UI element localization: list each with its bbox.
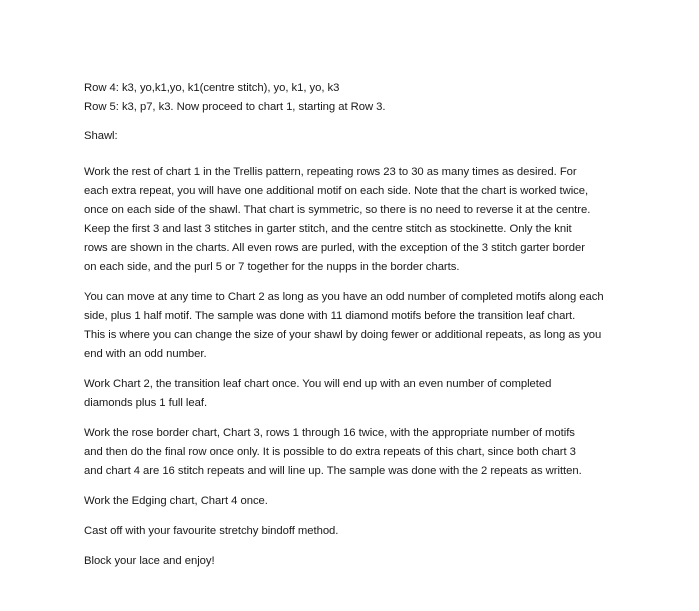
paragraph-block	[84, 552, 644, 571]
paragraph-chart-3	[84, 424, 644, 481]
paragraph-line: You can move at any time to Chart 2 as long as you have an odd number of completed motifs along each	[84, 291, 604, 303]
document-page	[84, 79, 644, 571]
paragraph-line: Work the Edging chart, Chart 4 once.	[84, 495, 268, 507]
paragraph-line: diamonds plus 1 full leaf.	[84, 397, 208, 409]
shawl-heading: Shawl:	[84, 130, 118, 142]
paragraph-line: Work the rest of chart 1 in the Trellis pattern, repeating rows 23 to 30 as many times as desired. For	[84, 166, 577, 178]
paragraph-chart-4	[84, 492, 644, 511]
paragraph-line: each extra repeat, you will have one additional motif on each side. Note that the chart is worked twice,	[84, 185, 589, 197]
paragraph-line: This is where you can change the size of your shawl by doing fewer or additional repeats, as long as you	[84, 329, 602, 341]
paragraph-line: Keep the first 3 and last 3 stitches in garter stitch, and the centre stitch as stockinette. Only the knit	[84, 223, 572, 235]
paragraph-chart-2-move	[84, 288, 644, 364]
paragraph-line: Cast off with your favourite stretchy bindoff method.	[84, 525, 339, 537]
paragraph-line: and then do the final row once only. It is possible to do extra repeats of this chart, since both chart 3	[84, 446, 576, 458]
row-5-line: Row 5: k3, p7, k3. Now proceed to chart 1, starting at Row 3.	[84, 101, 386, 113]
paragraph-line: on each side, and the purl 5 or 7 together for the nupps in the border charts.	[84, 261, 460, 273]
paragraph-line: once on each side of the shawl. That chart is symmetric, so there is no need to reverse it at the centre.	[84, 204, 591, 216]
paragraph-chart-2-work	[84, 375, 644, 413]
paragraph-chart-1	[84, 163, 644, 277]
paragraph-line: end with an odd number.	[84, 348, 207, 360]
row-4-line: Row 4: k3, yo,k1,yo, k1(centre stitch), yo, k1, yo, k3	[84, 82, 340, 94]
paragraph-cast-off	[84, 522, 644, 541]
row-instructions	[84, 79, 644, 117]
paragraph-line: side, plus 1 half motif. The sample was done with 11 diamond motifs before the transition leaf chart.	[84, 310, 576, 322]
paragraph-line: rows are shown in the charts. All even rows are purled, with the exception of the 3 stitch garter border	[84, 242, 585, 254]
paragraph-line: Work Chart 2, the transition leaf chart once. You will end up with an even number of completed	[84, 378, 552, 390]
paragraph-line: and chart 4 are 16 stitch repeats and will line up. The sample was done with the 2 repeats as written.	[84, 465, 582, 477]
paragraph-line: Block your lace and enjoy!	[84, 555, 215, 567]
paragraph-line: Work the rose border chart, Chart 3, rows 1 through 16 twice, with the appropriate number of motifs	[84, 427, 575, 439]
section-heading	[84, 127, 644, 146]
